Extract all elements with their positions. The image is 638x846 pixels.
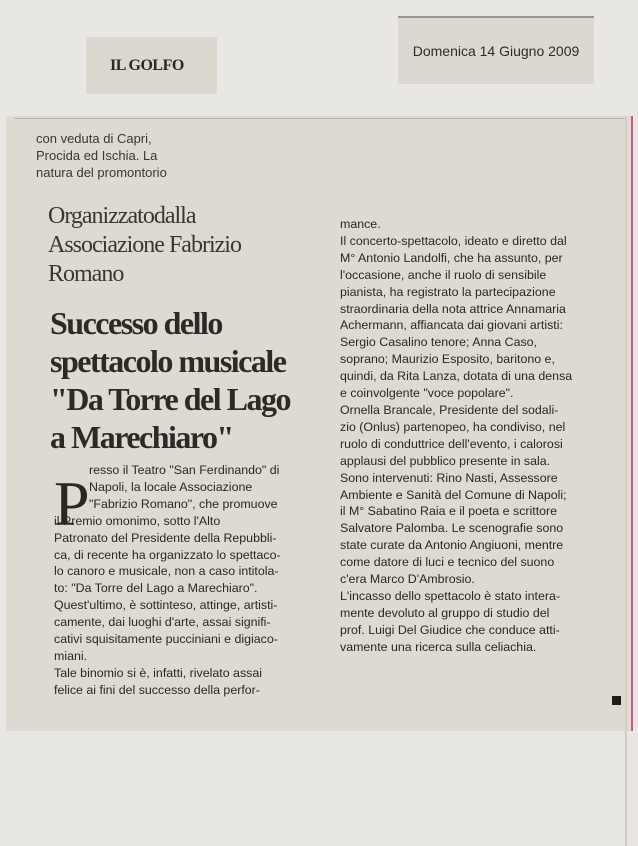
body-line: soprano; Maurizio Esposito, baritono e,: [340, 352, 555, 367]
body-line: "Fabrizio Romano", che promuove: [89, 496, 278, 511]
newspaper-masthead: [86, 37, 217, 94]
body-line: il M° Sabatino Raia e il poeta e scrittore: [340, 504, 558, 519]
body-line: cativi squisitamente pucciniani e digiaco-: [54, 632, 278, 647]
headline-line: spettacolo musicale: [50, 343, 286, 379]
body-line: vamente una ricerca sulla celiachia.: [340, 639, 537, 654]
body-line: state curate da Antonio Angiuoni, mentre: [340, 538, 564, 553]
body-line: applausi del pubblico presente in sala.: [340, 453, 551, 468]
body-line: Tale binomio si è, infatti, rivelato assai: [54, 665, 262, 680]
body-line: straordinaria della nota attrice Annamaria: [340, 301, 566, 316]
body-line: L'incasso dello spettacolo è stato intera-: [340, 588, 561, 603]
body-line: Salvatore Palomba. Le scenografie sono: [340, 521, 564, 536]
lead-text: [36, 130, 216, 181]
body-line: come datore di luci e tecnico del suono: [340, 555, 555, 570]
body-line: Quest'ultimo, è sottinteso, attinge, artisti-: [54, 598, 278, 613]
headline-line: "Da Torre del Lago: [50, 381, 290, 417]
body-line: c'era Marco D'Ambrosio.: [340, 572, 475, 587]
body-line: Sergio Casalino tenore; Anna Caso,: [340, 335, 537, 350]
body-line: ruolo di conduttrice dell'evento, i calorosi: [340, 436, 563, 451]
kicker-line: Associazione Fabrizio: [48, 232, 241, 258]
body-line: camente, dai luoghi d'arte, assai signifi-: [54, 615, 271, 630]
body-line: Napoli, la locale Associazione: [89, 479, 253, 494]
body-line: prof. Luigi Del Giudice che conduce atti-: [340, 622, 560, 637]
headline-line: Successo dello: [50, 305, 222, 341]
body-line: Achermann, affiancata dai giovani artisti:: [340, 318, 563, 333]
body-line: lo canoro e musicale, non a caso intitola-: [54, 564, 279, 579]
end-of-article-mark: [612, 696, 621, 705]
body-line: resso il Teatro "San Ferdinando" di: [89, 463, 280, 477]
article-column-2: [340, 216, 626, 656]
body-line: pianista, ha registrato la partecipazione: [340, 284, 556, 299]
cut-line: [14, 118, 626, 119]
body-line: miani.: [54, 648, 88, 663]
body-line: quindi, da Rita Lanza, dotata di una densa: [340, 369, 573, 384]
newspaper-clipping: [6, 116, 633, 731]
body-line: ca, di recente ha organizzato lo spettaco-: [54, 547, 281, 562]
newspaper-logo: IL GOLFO: [110, 56, 184, 74]
drop-cap: P: [54, 468, 90, 539]
article-column-1: [54, 462, 339, 699]
body-line: M° Antonio Landolfi, che ha assunto, per: [340, 250, 563, 265]
body-line: Il concerto-spettacolo, ideato e diretto dal: [340, 233, 567, 248]
publication-date: Domenica 14 Giugno 2009: [412, 43, 580, 59]
kicker-line: Organizzatodalla: [48, 203, 196, 229]
body-line: e coinvolgente "voce popolare".: [340, 386, 514, 401]
body-line: felice ai fini del successo della perfor-: [54, 682, 260, 697]
article-headline: [50, 304, 340, 456]
publication-date-box: [398, 16, 594, 84]
body-line: Ornella Brancale, Presidente del sodali-: [340, 402, 559, 417]
body-line: mente devoluto al gruppo di studio del: [340, 605, 550, 620]
lead-line: con veduta di Capri,: [36, 131, 152, 146]
lead-line: Procida ed Ischia. La: [36, 148, 158, 163]
article-kicker: [48, 202, 318, 289]
headline-line: a Marechiaro": [50, 419, 233, 455]
kicker-line: Romano: [48, 261, 124, 287]
body-line: Patronato del Presidente della Repubbli-: [54, 530, 277, 545]
body-line: il Premio omonimo, sotto l'Alto: [54, 513, 221, 528]
body-line: zio (Onlus) partenopeo, ha condiviso, nel: [340, 419, 566, 434]
body-line: Ambiente e Sanità del Comune di Napoli;: [340, 487, 567, 502]
lead-line: natura del promontorio: [36, 165, 167, 180]
body-line: l'occasione, anche il ruolo di sensibile: [340, 267, 547, 282]
body-line: Sono intervenuti: Rino Nasti, Assessore: [340, 470, 558, 485]
body-line: mance.: [340, 217, 381, 231]
body-line: to: "Da Torre del Lago a Marechiaro".: [54, 581, 258, 596]
